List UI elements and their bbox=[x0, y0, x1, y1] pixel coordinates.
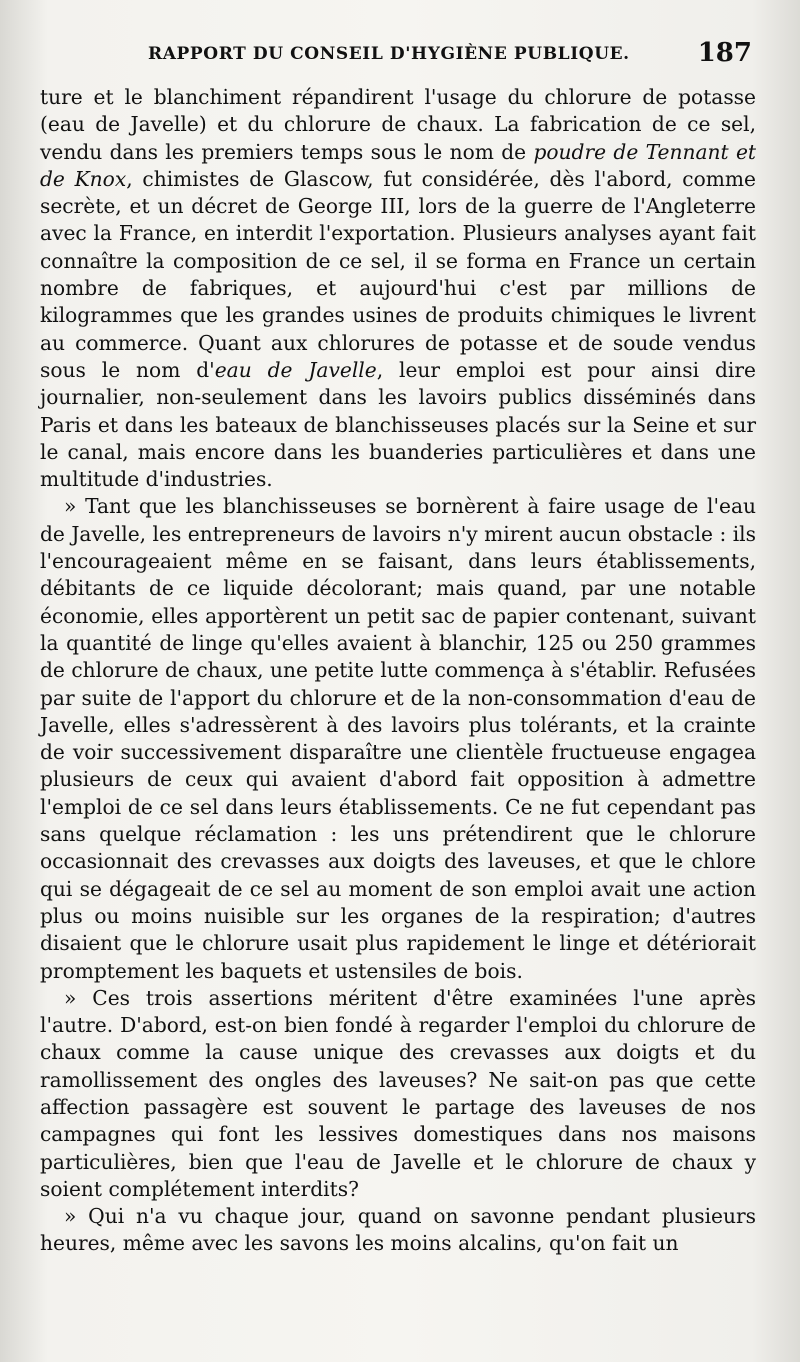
body-text bbox=[40, 84, 756, 1258]
running-title: RAPPORT DU CONSEIL D'HYGIÈNE PUBLIQUE. bbox=[148, 44, 630, 64]
page-number: 187 bbox=[697, 38, 752, 68]
paragraph: » Ces trois assertions méritent d'être examinées l'une après l'autre. D'abord, est-on bien fondé à regarder l'emploi du chlorure de chaux comme la cause unique des crevasses aux doigts et du ramollissement des ongles des laveuses? Ne sait-on pas que cette affection passagère est souvent le partage des laveuses de nos campagnes qui font les lessives domestiques dans nos maisons particulières, bien que l'eau de Javelle et le chlorure de chaux y soient complétement interdits? bbox=[40, 985, 756, 1201]
paragraph-text: ture et le blanchiment répandirent l'usage du chlorure de potasse (eau de Javelle) et du chlorure de chaux. La fabrication de ce sel, vendu dans les premiers temps sous le nom de bbox=[40, 85, 756, 164]
paragraph bbox=[40, 84, 756, 493]
paragraph: » Qui n'a vu chaque jour, quand on savonne pendant plusieurs heures, même avec les savons les moins alcalins, qu'on fait un bbox=[40, 1204, 756, 1256]
paragraph: » Tant que les blanchisseuses se bornèrent à faire usage de l'eau de Javelle, les entrepreneurs de lavoirs n'y mirent aucun obstacle : ils l'encourageaient même en se faisant, dans leurs établissements, débitants de ce liquide décolorant; mais quand, par une notable économie, elles apportèrent un petit sac de papier contenant, suivant la quantité de linge qu'elles avaient à blanchir, 125 ou 250 grammes de chlorure de chaux, une petite lutte commença à s'établir. Refusées par suite de l'apport du chlorure et de la non-consommation d'eau de Javelle, elles s'adressèrent à des lavoirs plus tolérants, et la crainte de voir successivement disparaître une clientèle fructueuse engagea plusieurs de ceux qui avaient d'abord fait opposition à admettre l'emploi de ce sel dans leurs établissements. Ce ne fut cependant pas sans quelque réclamation : les uns prétendirent que le chlorure occasionnait des crevasses aux doigts des laveuses, et que le chlore qui se dégageait de ce sel au moment de son emploi avait une action plus ou moins nuisible sur les organes de la respiration; d'autres disaient que le chlorure usait plus rapidement le linge et détériorait promptement les baquets et ustensiles de bois. bbox=[40, 494, 756, 983]
paragraph-text: , leur emploi est pour ainsi dire journalier, non-seulement dans les lavoirs publics disséminés dans Paris et dans les bateaux de blanchisseuses placés sur la Seine et sur le canal, mais encore dans les buanderies particulières et dans une multitude d'industries. bbox=[40, 357, 756, 492]
paragraph-text: , chimistes de Glascow, fut considérée, dès l'abord, comme secrète, et un décret de George III, lors de la guerre de l'Angleterre avec la France, en interdit l'exportation. Plusieurs analyses ayant fait connaître la composition de ce sel, il se forma en France un certain nombre de fabriques, et aujourd'hui c'est par millions de kilogrammes que les grandes usines de produits chimiques le livrent au commerce. Quant aux chlorures de potasse et de soude vendus sous le nom d' bbox=[40, 166, 756, 382]
italic-term: poudre de Tennant et de Knox bbox=[40, 139, 757, 191]
running-head bbox=[148, 38, 752, 72]
italic-term: eau de Javelle bbox=[214, 357, 377, 382]
